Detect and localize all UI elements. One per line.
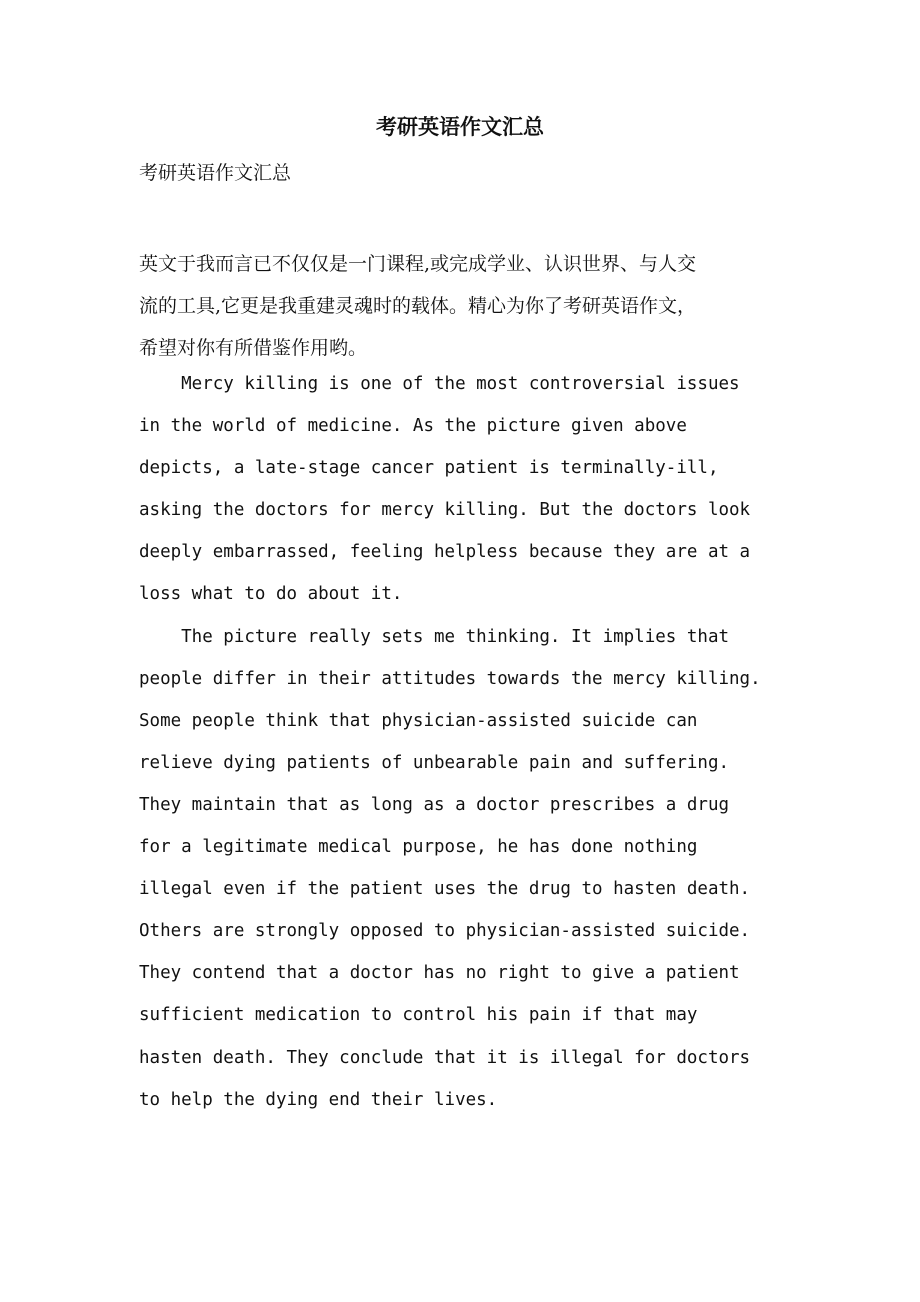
intro-paragraph: 英文于我而言已不仅仅是一门课程,或完成学业、认识世界、与人交 流的工具,它更是我重建灵魂时的载体。精心为你了考研英语作文， 希望对你有所借鉴作用哟。: [139, 253, 697, 359]
document-subtitle: 考研英语作文汇总: [139, 162, 292, 184]
essay-body: Mercy killing is one of the most controversial issues in the world of medicine. As the picture given above depicts, a late-stage cancer patient is terminally-ill, asking the doctors for mercy killing. But the doctors look deeply embarrassed, feeling helpless because they are at a loss what to do about it. The picture really sets me thinking. It implies that people differ in their attitudes towards the mercy killing. Some people think that physician-assisted suicide can relieve dying patients of unbearable pain and suffering. They maintain that as long as a doctor prescribes a drug for a legitimate medical purpose, he has done nothing illegal even if the patient uses the drug to hasten death. Others are strongly opposed to physician-assisted suicide. They contend that a doctor has no right to give a patient sufficient medication to control his pain if that may hasten death. They conclude that it is illegal for doctors to help the dying end their lives.: [139, 374, 761, 1110]
document-title: 考研英语作文汇总: [376, 114, 544, 139]
